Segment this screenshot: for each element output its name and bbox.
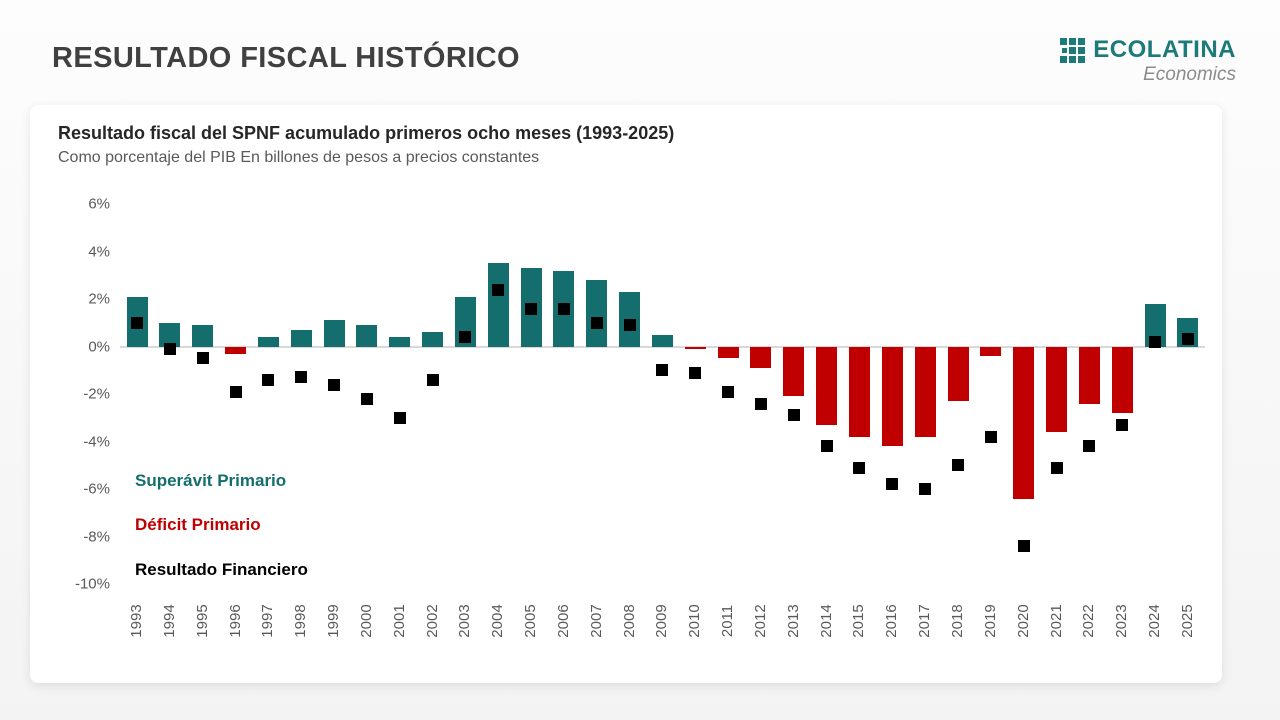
x-axis-label-2010: 2010 bbox=[686, 604, 704, 638]
x-axis-label-1998: 1998 bbox=[292, 604, 310, 638]
marker-2024 bbox=[1149, 336, 1161, 348]
bar-1997 bbox=[258, 337, 279, 347]
bar-2020 bbox=[1013, 347, 1034, 499]
bar-2001 bbox=[389, 337, 410, 347]
logo-subtitle-text: Economics bbox=[1143, 64, 1236, 85]
marker-2007 bbox=[591, 317, 603, 329]
marker-2011 bbox=[722, 386, 734, 398]
bar-2011 bbox=[718, 347, 739, 359]
y-axis-tick--8%: -8% bbox=[83, 528, 110, 545]
bar-2023 bbox=[1112, 347, 1133, 414]
x-axis-label-2021: 2021 bbox=[1047, 604, 1065, 638]
x-axis-label-2023: 2023 bbox=[1113, 604, 1131, 638]
marker-2023 bbox=[1116, 419, 1128, 431]
x-axis-label-2016: 2016 bbox=[883, 604, 901, 638]
marker-2001 bbox=[394, 412, 406, 424]
bar-1998 bbox=[291, 330, 312, 347]
bar-2007 bbox=[586, 280, 607, 347]
x-axis-label-2012: 2012 bbox=[751, 604, 769, 638]
marker-2005 bbox=[525, 303, 537, 315]
bar-1996 bbox=[225, 347, 246, 354]
x-axis-label-2011: 2011 bbox=[719, 604, 737, 638]
y-axis-tick-4%: 4% bbox=[88, 243, 110, 260]
bar-2017 bbox=[915, 347, 936, 437]
marker-2010 bbox=[689, 367, 701, 379]
x-axis-label-2004: 2004 bbox=[489, 604, 507, 638]
legend-resultado-financiero: Resultado Financiero bbox=[135, 560, 308, 579]
bar-2014 bbox=[816, 347, 837, 425]
legend-deficit-primario: Déficit Primario bbox=[135, 515, 261, 534]
x-axis-label-2008: 2008 bbox=[620, 604, 638, 638]
marker-1995 bbox=[197, 352, 209, 364]
x-axis-label-2019: 2019 bbox=[981, 604, 999, 638]
x-axis-label-2013: 2013 bbox=[784, 604, 802, 638]
x-axis-label-2001: 2001 bbox=[390, 604, 408, 638]
x-axis-label-2018: 2018 bbox=[949, 604, 966, 638]
y-axis-tick--4%: -4% bbox=[83, 433, 110, 450]
x-axis-label-2017: 2017 bbox=[916, 604, 934, 638]
fiscal-result-chart bbox=[30, 105, 1222, 683]
x-axis-label-1997: 1997 bbox=[259, 604, 277, 638]
chart-title: Resultado fiscal del SPNF acumulado primeros ocho meses (1993-2025) bbox=[58, 123, 675, 143]
bar-2018 bbox=[948, 347, 969, 402]
x-axis-label-2006: 2006 bbox=[554, 604, 572, 638]
marker-1997 bbox=[262, 374, 274, 386]
marker-2020 bbox=[1018, 540, 1030, 552]
ecolatina-logo bbox=[1060, 36, 1236, 86]
x-axis-label-2024: 2024 bbox=[1146, 604, 1164, 638]
marker-2018 bbox=[952, 459, 964, 471]
x-axis-label-1993: 1993 bbox=[128, 604, 145, 638]
y-axis-tick--10%: -10% bbox=[74, 575, 110, 593]
marker-2017 bbox=[919, 483, 931, 495]
marker-1993 bbox=[131, 317, 143, 329]
legend-superavit-primario: Superávit Primario bbox=[135, 471, 287, 490]
marker-2012 bbox=[755, 398, 767, 410]
marker-2016 bbox=[886, 478, 898, 490]
marker-2019 bbox=[985, 431, 997, 443]
chart-subtitle: Como porcentaje del PIB En billones de pesos a precios constantes bbox=[58, 149, 540, 166]
bar-2019 bbox=[980, 347, 1001, 357]
bar-1999 bbox=[324, 320, 345, 346]
marker-1996 bbox=[230, 386, 242, 398]
x-axis-label-2005: 2005 bbox=[522, 604, 540, 638]
x-axis-label-1994: 1994 bbox=[160, 604, 178, 638]
x-axis-label-2000: 2000 bbox=[357, 604, 375, 638]
x-axis-label-2007: 2007 bbox=[587, 604, 605, 638]
marker-2014 bbox=[821, 440, 833, 452]
x-axis-label-1995: 1995 bbox=[193, 604, 211, 638]
y-axis-tick-6%: 6% bbox=[88, 195, 110, 213]
bar-2015 bbox=[849, 347, 870, 437]
marker-2009 bbox=[656, 364, 668, 376]
bar-2009 bbox=[652, 335, 673, 347]
y-axis-tick--6%: -6% bbox=[83, 480, 110, 498]
y-axis-tick-2%: 2% bbox=[88, 290, 110, 308]
x-axis-label-1996: 1996 bbox=[226, 604, 244, 638]
marker-2008 bbox=[624, 319, 636, 331]
marker-2006 bbox=[558, 303, 570, 315]
bar-2012 bbox=[750, 347, 771, 368]
marker-2004 bbox=[492, 284, 504, 296]
marker-1998 bbox=[295, 371, 307, 383]
x-axis-label-1999: 1999 bbox=[325, 604, 343, 638]
marker-2000 bbox=[361, 393, 373, 405]
x-axis-label-2025: 2025 bbox=[1178, 604, 1196, 638]
marker-2003 bbox=[459, 331, 471, 343]
marker-2021 bbox=[1051, 462, 1063, 474]
marker-2013 bbox=[788, 409, 800, 421]
logo-brand-text: ECOLATINA bbox=[1093, 36, 1236, 63]
x-axis-label-2015: 2015 bbox=[850, 604, 868, 638]
bar-2013 bbox=[783, 347, 804, 397]
bar-2004 bbox=[488, 263, 509, 346]
chart-card bbox=[30, 105, 1222, 683]
x-axis-label-2020: 2020 bbox=[1014, 604, 1032, 638]
x-axis-label-2009: 2009 bbox=[653, 604, 671, 638]
marker-1999 bbox=[328, 379, 340, 391]
marker-2022 bbox=[1083, 440, 1095, 452]
y-axis-tick--2%: -2% bbox=[83, 385, 110, 403]
marker-2015 bbox=[853, 462, 865, 474]
bar-2021 bbox=[1046, 347, 1067, 433]
bar-1995 bbox=[192, 325, 213, 346]
x-axis-label-2022: 2022 bbox=[1080, 604, 1098, 638]
bar-2002 bbox=[422, 332, 443, 346]
bar-2010 bbox=[685, 347, 706, 349]
page-title: RESULTADO FISCAL HISTÓRICO bbox=[52, 42, 520, 74]
bar-2000 bbox=[356, 325, 377, 346]
bar-2022 bbox=[1079, 347, 1100, 404]
x-axis-label-2003: 2003 bbox=[456, 604, 474, 638]
x-axis-label-2014: 2014 bbox=[817, 604, 835, 638]
bar-2016 bbox=[882, 347, 903, 447]
marker-2025 bbox=[1182, 333, 1194, 345]
ecolatina-grid-icon bbox=[1060, 38, 1085, 63]
marker-2002 bbox=[427, 374, 439, 386]
x-axis-label-2002: 2002 bbox=[423, 604, 441, 638]
y-axis-tick-0%: 0% bbox=[88, 338, 110, 355]
marker-1994 bbox=[164, 343, 176, 355]
